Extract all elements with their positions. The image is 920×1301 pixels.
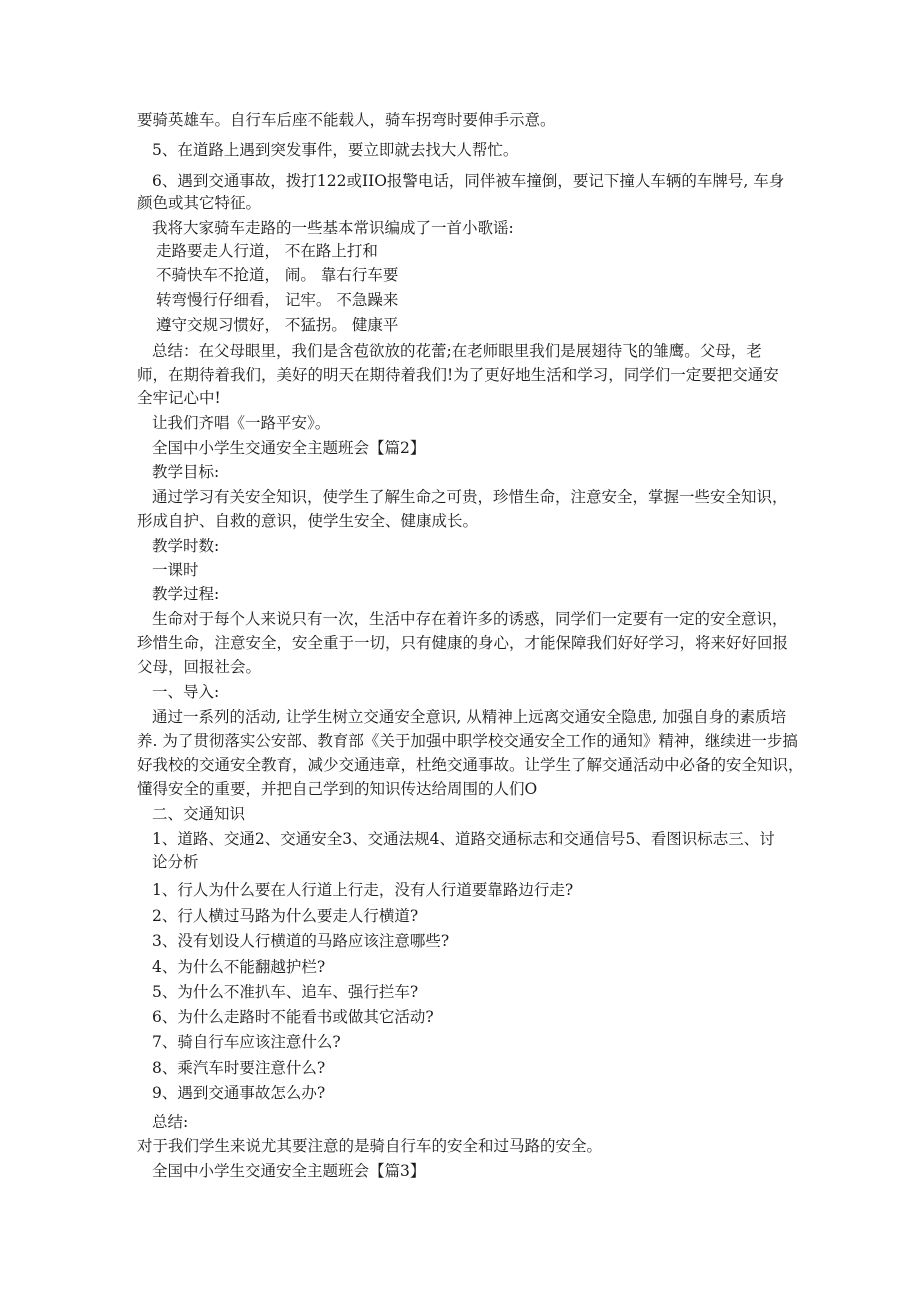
text-line: 5、在道路上遇到突发事件，要立即就去找大人帮忙。 bbox=[152, 141, 519, 159]
text-line: 一课时 bbox=[152, 561, 199, 579]
text-line: 6、遇到交通事故，拨打122或IIO报警电话，同伴被车撞倒，要记下撞人车辆的车牌号, 车身 bbox=[152, 172, 785, 190]
text-line: 父母，回报社会。 bbox=[137, 658, 262, 676]
text-line: 总结: bbox=[152, 1113, 189, 1131]
list-item: 4、为什么不能翻越护栏? bbox=[152, 958, 326, 976]
poem-line: 不骑快车不抢道， 闹。 靠右行车要 bbox=[156, 266, 399, 284]
text-line: 形成自护、自救的意识，使学生安全、健康成长。 bbox=[137, 512, 479, 530]
text-line: 要骑英雄车。自行车后座不能载人，骑车拐弯时要伸手示意。 bbox=[137, 111, 556, 129]
text-line: 通过学习有关安全知识，使学生了解生命之可贵，珍惜生命，注意安全，掌握一些安全知识， bbox=[152, 488, 788, 506]
list-item: 8、乘汽车时要注意什么? bbox=[152, 1059, 326, 1077]
list-item: 9、遇到交通事故怎么办? bbox=[152, 1084, 326, 1102]
text-line: 生命对于每个人来说只有一次，生活中存在着许多的诱惑，同学们一定要有一定的安全意识， bbox=[152, 610, 788, 628]
text-line: 论分析 bbox=[152, 853, 199, 871]
text-line: 二、交通知识 bbox=[152, 805, 246, 823]
poem-line: 走路要走人行道， 不在路上打和 bbox=[156, 242, 378, 260]
text-line: 全牢记心中! bbox=[137, 389, 221, 407]
text-line: 教学过程: bbox=[152, 585, 220, 603]
list-item: 6、为什么走路时不能看书或做其它活动? bbox=[152, 1008, 434, 1026]
text-line: 珍惜生命，注意安全，安全重于一切，只有健康的身心，才能保障我们好好学习，将来好好回报 bbox=[137, 634, 789, 652]
poem-line: 转弯慢行仔细看， 记牢。 不急躁来 bbox=[156, 291, 399, 309]
section-heading: 全国中小学生交通安全主题班会【篇3】 bbox=[152, 1162, 426, 1180]
list-item: 7、骑自行车应该注意什么? bbox=[152, 1033, 341, 1051]
text-line: 我将大家骑车走路的一些基本常识编成了一首小歌谣: bbox=[152, 219, 514, 237]
text-line: 一、导入: bbox=[152, 683, 220, 701]
text-line: 1、道路、交通2、交通安全3、交通法规4、道路交通标志和交通信号5、看图识标志三、讨 bbox=[152, 830, 775, 848]
text-line: 让我们齐唱《一路平安》。 bbox=[152, 414, 331, 432]
text-line: 教学目标: bbox=[152, 463, 220, 481]
section-heading: 全国中小学生交通安全主题班会【篇2】 bbox=[152, 439, 426, 457]
text-line: 通过一系列的活动, 让学生树立交通安全意识, 从精神上远离交通安全隐患, 加强自身的素质培 bbox=[152, 708, 787, 726]
text-line: 总结：在父母眼里，我们是含苞欲放的花蕾;在老师眼里我们是展翅待飞的雏鹰。父母，老 bbox=[152, 342, 762, 360]
list-item: 2、行人横过马路为什么要走人行横道? bbox=[152, 907, 419, 925]
text-line: 对于我们学生来说尤其要注意的是骑自行车的安全和过马路的安全。 bbox=[137, 1137, 603, 1155]
text-line: 颜色或其它特征。 bbox=[137, 194, 262, 212]
list-item: 1、行人为什么要在人行道上行走，没有人行道要靠路边行走? bbox=[152, 881, 574, 899]
text-line: 养. 为了贯彻落实公安部、教育部《关于加强中职学校交通安全工作的通知》精神，继续进一步搞 bbox=[137, 732, 798, 750]
poem-line: 遵守交规习惯好， 不猛拐。 健康平 bbox=[156, 316, 399, 334]
text-line: 教学时数: bbox=[152, 537, 220, 555]
text-line: 懂得安全的重要，并把自己学到的知识传达给周围的人们O bbox=[137, 780, 538, 798]
list-item: 5、为什么不准扒车、追车、强行拦车? bbox=[152, 983, 419, 1001]
text-line: 好我校的交通安全教育，减少交通违章，杜绝交通事故。让学生了解交通活动中必备的安全知识， bbox=[137, 756, 804, 774]
list-item: 3、没有划设人行横道的马路应该注意哪些? bbox=[152, 932, 450, 950]
text-line: 师，在期待着我们，美好的明天在期待着我们!为了更好地生活和学习，同学们一定要把交通安 bbox=[137, 366, 779, 384]
